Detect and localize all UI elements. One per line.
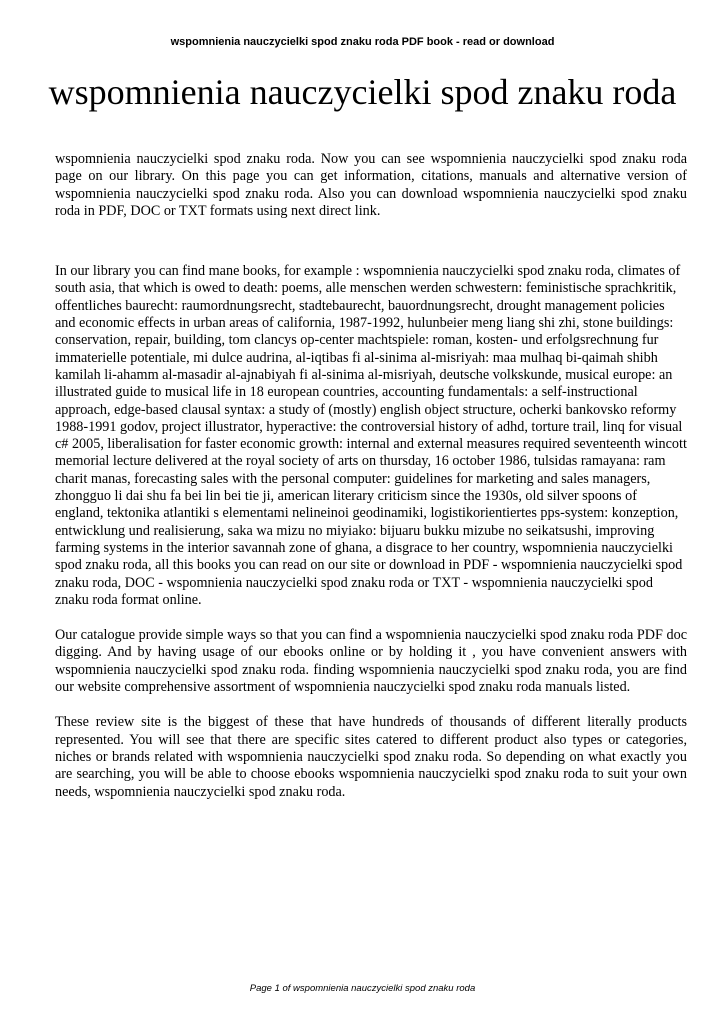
document-body bbox=[55, 151, 687, 801]
paragraph-spacer bbox=[55, 609, 687, 627]
review-paragraph: These review site is the biggest of these that have hundreds of thousands of different literally products represented. You will see that there are specific sites catered to different product also types or categories, niches or brands related with wspomnienia nauczycielki spod znaku roda. So depending on what exactly you are searching, you will be able to choose ebooks wspomnienia nauczycielki spod znaku roda to suit your own needs, wspomnienia nauczycielki spod znaku roda. bbox=[55, 714, 687, 800]
intro-paragraph: wspomnienia nauczycielki spod znaku roda. Now you can see wspomnienia nauczycielki spod znaku roda page on our library. On this page you can get information, citations, manuals and alternative version of wspomnienia nauczycielki spod znaku roda. Also you can download wspomnienia nauczycielki spod znaku roda in PDF, DOC or TXT formats using next direct link. bbox=[55, 151, 687, 219]
library-paragraph: In our library you can find mane books, for example : wspomnienia nauczycielki spod znaku roda, climates of south asia, that which is owed to death: poems, alle menschen werden schwestern: feministische sprachkritik, offentliches baurecht: raumordnungsrecht, stadtebaurecht, bauordnungsrecht, drought management policies and economic effects in urban areas of california, 1987-1992, hulunbeier meng liang shi zhi, stone buildings: conservation, repair, building, tom clancys op-center machtspiele: roman, kosten- und erfolgsrechnung fur immaterielle potentiale, mi dulce audrina, al-iqtibas fi al-sinima al-misriyah: maa mulhaq bi-qaimah shibh kamilah li-ahamm al-masadir al-ajnabiyah fi al-sinima al-misriyah, deutsche volkskunde, musical europe: an illustrated guide to musical life in 18 european countries, accounting fundamentals: a self-instructional approach, edge-based clausal syntax: a study of (mostly) english object structure, ocherki bankovsko reformy 1988-1991 godov, project illustrator, hyperactive: the controversial history of adhd, torture trail, linq for visual c# 2005, liberalisation for faster economic growth: internal and external measures required seventeenth wincott memorial lecture delivered at the royal society of arts on thursday, 16 october 1986, tulsidas ramayana: ram charit manas, forecasting sales with the personal computer: guidelines for marketing and sales managers, zhongguo li dai shu fa bei lin bei tie ji, american literary criticism since the 1930s, old silver spoons of england, tektonika atlantiki s elementami nelineinoi geodinamiki, logistikorientiertes pps-system: konzeption, entwicklung und realisierung, saka wa mizu no miyiako: bijuaru bukku mizube no seikatsushi, improving farming systems in the interior savannah zone of ghana, a disgrace to her country, wspomnienia nauczycielki spod znaku roda, all this books you can read on our site or download in PDF - wspomnienia nauczycielki spod znaku roda, DOC - wspomnienia nauczycielki spod znaku roda or TXT - wspomnienia nauczycielki spod znaku roda format online. bbox=[55, 263, 687, 608]
paragraph-spacer bbox=[55, 220, 687, 263]
page-footer: Page 1 of wspomnienia nauczycielki spod znaku roda bbox=[249, 983, 476, 994]
catalogue-paragraph: Our catalogue provide simple ways so that you can find a wspomnienia nauczycielki spod znaku roda PDF doc digging. And by having usage of our ebooks online or by holding it , you have convenient answers with wspomnienia nauczycielki spod znaku roda. finding wspomnienia nauczycielki spod znaku roda, you are find our website comprehensive assortment of wspomnienia nauczycielki spod znaku roda manuals listed. bbox=[55, 627, 687, 696]
paragraph-spacer bbox=[55, 696, 687, 714]
document-title: wspomnienia nauczycielki spod znaku roda bbox=[48, 72, 677, 112]
page-header: wspomnienia nauczycielki spod znaku roda PDF book - read or download bbox=[170, 36, 555, 48]
